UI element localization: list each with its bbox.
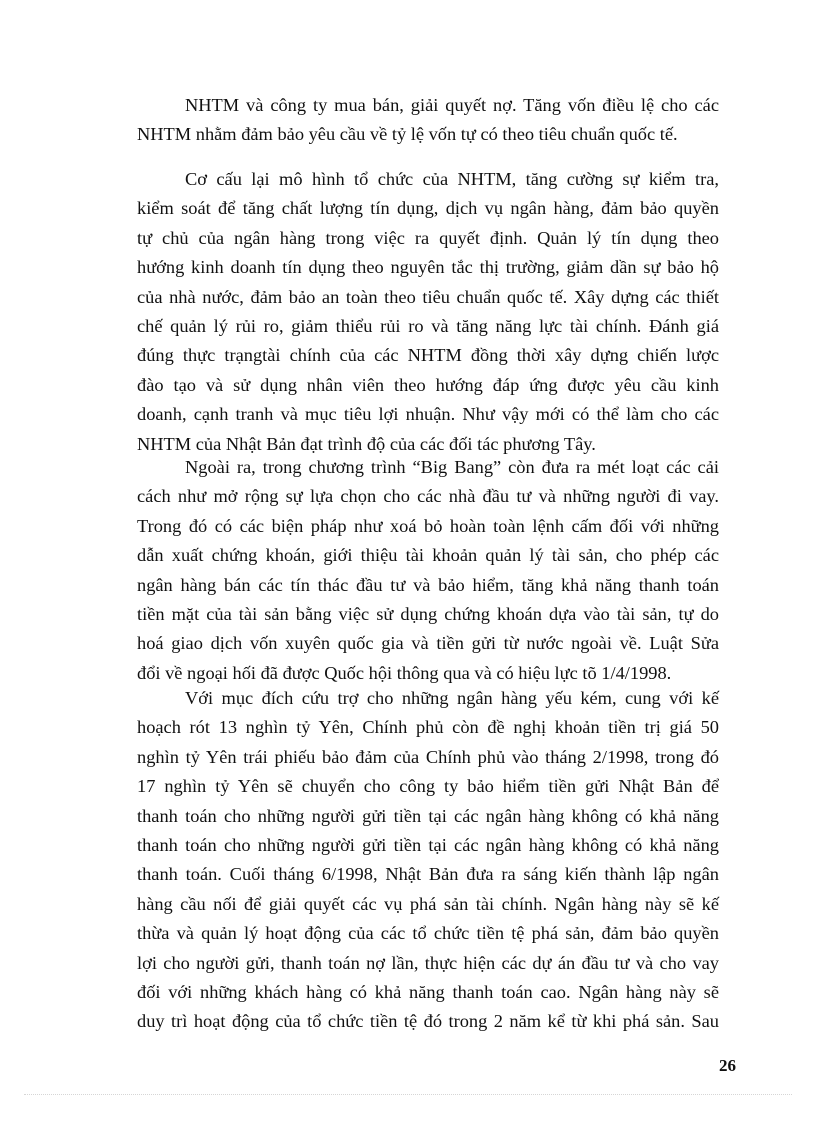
text-line: tiền mặt của tài sản bằng việc sử dụng chứng khoán dựa vào tài sản, tự do	[137, 603, 719, 624]
text-line: đổi về ngoại hối đã được Quốc hội thông qua và có hiệu lực tõ 1/4/1998.	[137, 662, 672, 683]
text-line: hướng kinh doanh tín dụng theo nguyên tắc thị trường, giảm dần sự bảo hộ	[137, 257, 719, 278]
text-line: nghìn tỷ Yên trái phiếu bảo đảm của Chính phủ vào tháng 2/1998, trong đó	[137, 746, 719, 767]
text-line: thanh toán cho những người gửi tiền tại các ngân hàng không có khả năng	[137, 834, 719, 855]
text-line: Ngoài ra, trong chương trình “Big Bang” còn đưa ra mét loạt các cải	[185, 457, 719, 477]
text-line: đúng thực trạngtài chính của các NHTM đồng thời xây dựng chiến lược	[137, 345, 719, 366]
text-line: thừa và quản lý hoạt động của các tổ chức tiền tệ phá sản, đảm bảo quyền	[137, 923, 719, 944]
page-number: 26	[719, 1056, 736, 1075]
text-line: kiểm soát để tăng chất lượng tín dụng, dịch vụ ngân hàng, đảm bảo quyền	[137, 198, 719, 219]
text-line: thanh toán cho những người gửi tiền tại các ngân hàng không có khả năng	[137, 805, 719, 826]
text-line: chế quản lý rủi ro, giảm thiểu rủi ro và tăng năng lực tài chính. Đánh giá	[137, 315, 719, 336]
text-line: doanh, cạnh tranh và mục tiêu lợi nhuận. Như vậy mới có thể làm cho các	[137, 404, 719, 425]
text-line: đào tạo và sử dụng nhân viên theo hướng đáp ứng được yêu cầu kinh	[137, 374, 719, 395]
text-line: tự chủ của ngân hàng trong việc ra quyết định. Quản lý tín dụng theo	[137, 227, 719, 248]
paragraph-3	[137, 453, 719, 688]
page-bottom-divider	[24, 1094, 792, 1095]
text-line: NHTM nhằm đảm bảo yêu cầu về tỷ lệ vốn tự có theo tiêu chuẩn quốc tế.	[137, 124, 678, 145]
paragraph-2	[137, 165, 719, 459]
text-line: cách như mở rộng sự lựa chọn cho các nhà đầu tư và những người đi vay.	[137, 486, 719, 507]
text-line: hoạch rót 13 nghìn tỷ Yên, Chính phủ còn đề nghị khoản tiền trị giá 50	[137, 717, 719, 738]
text-line: hoá giao dịch vốn xuyên quốc gia và tiền gửi từ nước ngoài về. Luật Sửa	[137, 633, 719, 654]
paragraph-4	[137, 684, 719, 1037]
text-line: Với mục đích cứu trợ cho những ngân hàng yếu kém, cung với kế	[185, 688, 719, 708]
text-line: lợi cho người gửi, thanh toán nợ lần, thực hiện các dự án đầu tư và cho vay	[137, 952, 719, 973]
text-line: Trong đó có các biện pháp như xoá bỏ hoàn toàn lệnh cấm đối với những	[137, 515, 719, 536]
text-line: Cơ cấu lại mô hình tổ chức của NHTM, tăng cường sự kiểm tra,	[185, 169, 719, 189]
text-line: dẫn xuất chứng khoán, giới thiệu tài khoản quản lý tài sản, cho phép các	[137, 545, 719, 566]
text-line: hàng cầu nối để giải quyết các vụ phá sản tài chính. Ngân hàng này sẽ kế	[137, 893, 719, 914]
text-line: của nhà nước, đảm bảo an toàn theo tiêu chuẩn quốc tế. Xây dựng các thiết	[137, 286, 719, 307]
text-line: đối với những khách hàng có khả năng thanh toán cao. Ngân hàng này sẽ	[137, 981, 719, 1002]
text-line: 17 nghìn tỷ Yên sẽ chuyển cho công ty bảo hiểm tiền gửi Nhật Bản để	[137, 776, 719, 797]
text-line: ngân hàng bán các tín thác đầu tư và bảo hiểm, tăng khả năng thanh toán	[137, 574, 719, 595]
paragraph-1	[137, 91, 719, 150]
text-line: NHTM và công ty mua bán, giải quyết nợ. Tăng vốn điều lệ cho các	[185, 95, 719, 115]
text-line: thanh toán. Cuối tháng 6/1998, Nhật Bản đưa ra sáng kiến thành lập ngân	[137, 864, 719, 885]
text-line: duy trì hoạt động của tổ chức tiền tệ đó trong 2 năm kể từ khi phá sản. Sau	[137, 1011, 719, 1032]
text-line: NHTM của Nhật Bản đạt trình độ của các đối tác phương Tây.	[137, 433, 596, 454]
